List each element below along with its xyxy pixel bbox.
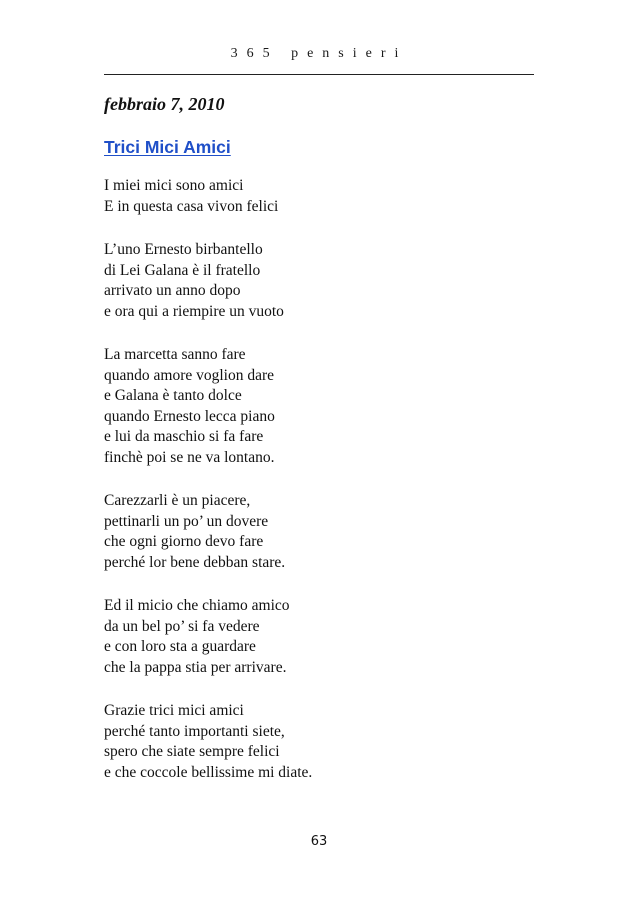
poem-line: e che coccole bellissime mi diate. (104, 763, 313, 781)
poem-line: e lui da maschio si fa fare (104, 428, 264, 445)
post-title-link[interactable]: Trici Mici Amici (104, 137, 231, 157)
poem-line: I miei mici sono amici (104, 177, 244, 194)
poem-line: e con loro sta a guardare (104, 638, 256, 655)
poem-line: che ogni giorno devo fare (104, 533, 264, 550)
poem-line: spero che siate sempre felici (104, 743, 280, 760)
poem-line: da un bel po’ si fa vedere (104, 617, 260, 635)
poem-line: pettinarli un po’ un dovere (104, 512, 269, 530)
poem-line: perché lor bene debban stare. (104, 553, 286, 571)
poem-line: La marcetta sanno fare (104, 346, 246, 363)
post-date: febbraio 7, 2010 (104, 94, 225, 114)
poem-line: Grazie trici mici amici (104, 702, 244, 719)
poem-line: e ora qui a riempire un vuoto (104, 302, 284, 320)
poem-line: E in questa casa vivon felici (104, 197, 279, 215)
running-header: 365 pensieri (230, 46, 408, 61)
poem-line: finchè poi se ne va lontano. (104, 448, 275, 466)
stanza (104, 240, 544, 322)
poem-line: quando amore voglion dare (104, 366, 275, 384)
stanza (104, 701, 544, 783)
poem-line: perché tanto importanti siete, (104, 722, 285, 740)
page-number: 63 (310, 834, 328, 849)
poem-body (104, 176, 544, 806)
stanza (104, 491, 544, 573)
poem-line: arrivato un anno dopo (104, 282, 241, 299)
poem-line: L’uno Ernesto birbantello (104, 241, 263, 258)
poem-line: che la pappa stia per arrivare. (104, 658, 287, 676)
poem-line: di Lei Galana è il fratello (104, 261, 261, 279)
stanza (104, 345, 544, 468)
poem-line: Ed il micio che chiamo amico (104, 597, 290, 614)
poem-line: e Galana è tanto dolce (104, 387, 242, 404)
header-divider (104, 74, 534, 75)
poem-line: quando Ernesto lecca piano (104, 407, 275, 425)
poem-line: Carezzarli è un piacere, (104, 492, 251, 509)
stanza (104, 596, 544, 678)
stanza (104, 176, 544, 217)
